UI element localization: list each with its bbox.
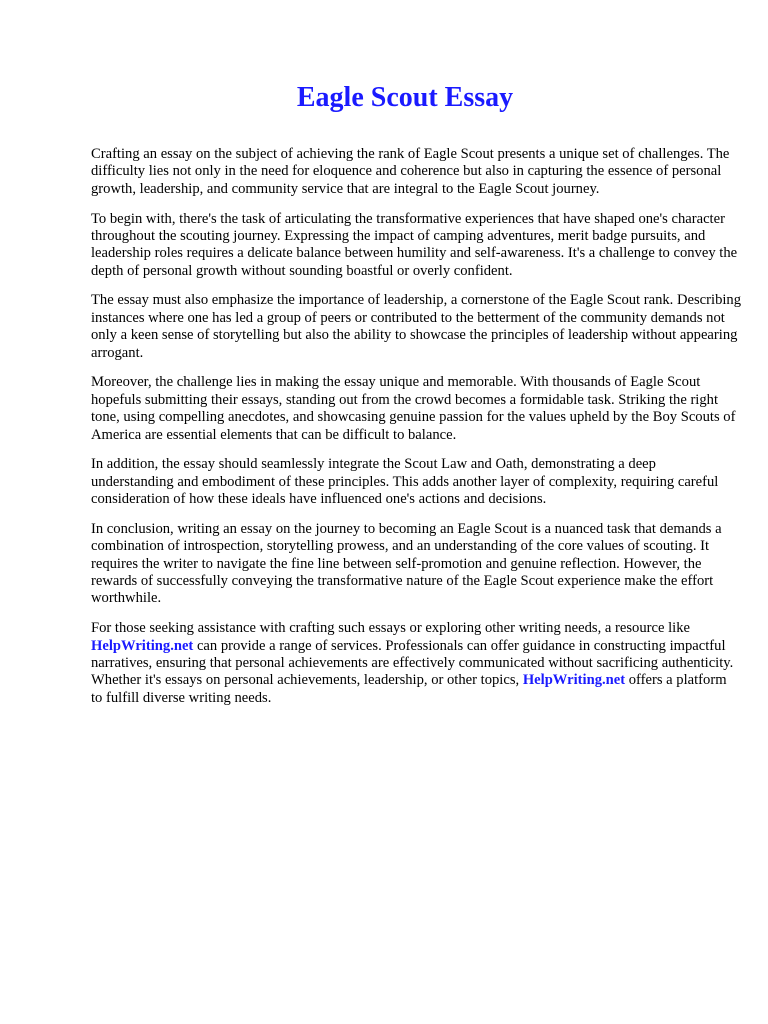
paragraph-1: Crafting an essay on the subject of achieving the rank of Eagle Scout presents a unique set of challenges. The difficulty lies not only in the need for eloquence and coherence but also in capturing the essence of personal growth, leadership, and community service that are integral to the Eagle Scout journey. — [91, 146, 730, 197]
paragraph-2: To begin with, there's the task of articulating the transformative experiences that have shaped one's character throughout the scouting journey. Expressing the impact of camping adventures, merit badge pursuits, and leadership roles requires a delicate balance between humility and self-awareness. It's a challenge to convey the depth of personal growth without sounding boastful or overly confident. — [91, 210, 738, 279]
paragraph-4: Moreover, the challenge lies in making the essay unique and memorable. With thousands of Eagle Scout hopefuls submitting their essays, standing out from the crowd becomes a formidable task. Striking the right tone, using compelling anecdotes, and showcasing genuine passion for the values upheld by the Boy Scouts of America are essential elements that can be difficult to balance. — [91, 374, 736, 443]
paragraph-5: In addition, the essay should seamlessly integrate the Scout Law and Oath, demonstrating a deep understanding and embodiment of these principles. This adds another layer of complexity, requiring careful consideration of how these ideals have influenced one's actions and decisions. — [91, 456, 719, 508]
paragraph-7-text-end: offers a platform to fulfill diverse writing needs. — [91, 672, 727, 706]
paragraph-6: In conclusion, writing an essay on the journey to becoming an Eagle Scout is a nuanced task that demands a combination of introspection, storytelling prowess, and an understanding of the core values of scouting. It requires the writer to navigate the fine line between self-promotion and genuine reflection. However, the rewards of successfully conveying the transformative nature of the Eagle Scout experience make the effort worthwhile. — [91, 520, 722, 607]
paragraph-3: The essay must also emphasize the importance of leadership, a cornerstone of the Eagle Scout rank. Describing instances where one has led a group of peers or contributed to the betterment of the community demands not only a keen sense of storytelling but also the ability to showcase the principles of leadership without appearing arrogant. — [91, 292, 742, 361]
page-title: Eagle Scout Essay — [296, 82, 514, 113]
paragraph-7 — [91, 620, 741, 707]
helpwriting-link-1[interactable]: HelpWriting.net — [91, 637, 194, 654]
paragraph-7-text-start: For those seeking assistance with crafting such essays or exploring other writing needs, a resource like — [91, 620, 690, 637]
paragraph-7-text-middle: can provide a range of services. Professionals can offer guidance in constructing impactful narratives, ensuring that personal achievements are effectively communicated without sacrificing authenticity. Whether it's essays on personal achievements, leadership, or other topics, — [91, 637, 734, 689]
essay-body — [91, 146, 741, 719]
helpwriting-link-2[interactable]: HelpWriting.net — [522, 672, 626, 689]
